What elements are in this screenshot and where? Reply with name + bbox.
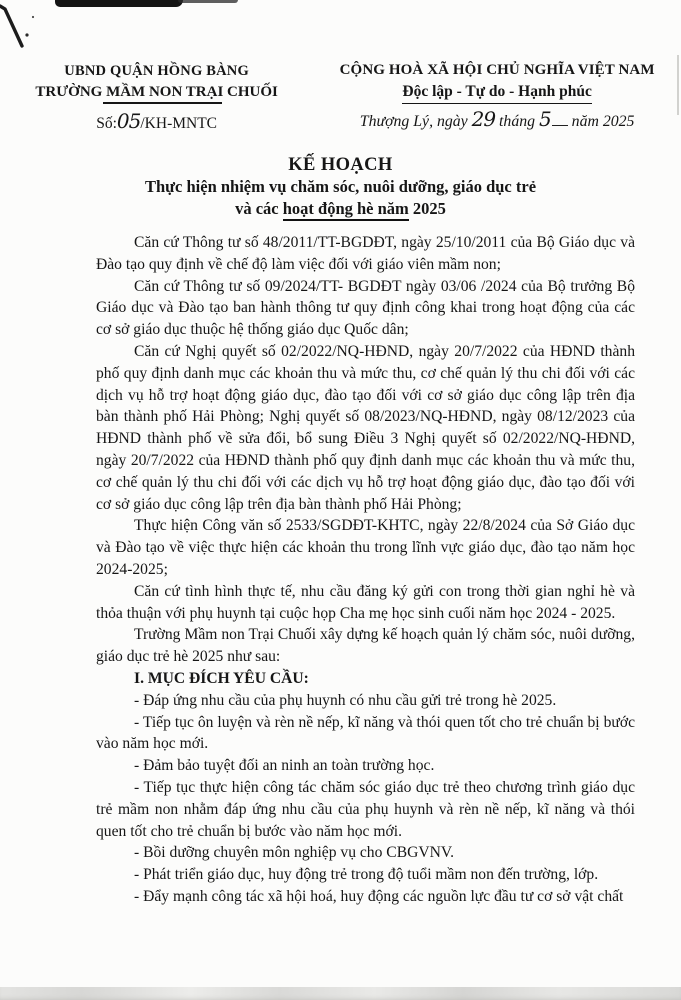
paragraph: - Đẩy mạnh công tác xã hội hoá, huy động các nguồn lực đầu tư cơ sở vật chất xyxy=(134,887,624,905)
date-month-handwritten: 5 xyxy=(538,107,551,131)
paragraph: Căn cứ Thông tư số 48/2011/TT-BGDĐT, ngày 25/10/2011 của Bộ Giáo dục và Đào tạo quy định về chế độ làm việc đối với giáo viên mầm non; xyxy=(96,234,635,273)
title-subtitle-line1: Thực hiện nhiệm vụ chăm sóc, nuôi dưỡng, giáo dục trẻ xyxy=(144,177,537,196)
title-line3-suffix: 2025 xyxy=(408,199,446,218)
section-heading: I. MỤC ĐÍCH YÊU CẦU: xyxy=(134,669,309,687)
date-suffix: năm 2025 xyxy=(571,113,635,130)
paragraph: Căn cứ tình hình thực tế, nhu cầu đăng ký gửi con trong thời gian nghỉ hè và thỏa thuận với phụ huynh tại cuộc họp Cha mẹ học sinh cuối năm học 2024 - 2025. xyxy=(96,582,635,622)
org-name: TRƯỜNG MẦM NON TRẠI CHUỐI xyxy=(0,82,313,103)
paragraph: - Bồi dưỡng chuyên môn nghiệp vụ cho CBGVNV. xyxy=(134,844,455,862)
scan-band-bottom xyxy=(0,987,681,1000)
paragraph: - Đảm bảo tuyệt đối an ninh an toàn trường học. xyxy=(134,757,435,775)
national-motto: Độc lập - Tự do - Hạnh phúc xyxy=(402,81,591,104)
document-header xyxy=(0,0,681,134)
place-date-line xyxy=(313,109,681,132)
document-number-handwritten: 05 xyxy=(116,109,141,133)
paragraph: Trường Mầm non Trại Chuối xây dựng kế hoạch quản lý chăm sóc, nuôi dưỡng, giáo dục trẻ hè 2025 như sau: xyxy=(96,626,635,666)
title-subtitle-line2 xyxy=(0,198,681,220)
scan-edge-line-right xyxy=(677,55,679,115)
national-header: CỘNG HOÀ XÃ HỘI CHỦ NGHĨA VIỆT NAM xyxy=(339,62,655,78)
national-motto-block xyxy=(313,60,681,134)
issuing-org-block xyxy=(0,60,313,134)
paragraph: Căn cứ Nghị quyết số 02/2022/NQ-HĐND, ngày 20/7/2022 của HĐND thành phố quy định danh mục các khoản thu và mức thu, cơ chế quản lý thu chi đối với các dịch vụ hỗ trợ hoạt động giáo dục, đào tạo đối với cơ sở giáo dục công lập trên địa bàn thành phố Hải Phòng; Nghị quyết số 08/2023/NQ-HĐND, ngày 08/12/2023 của HĐND thành phố về sửa đổi, bổ sung Điều 3 Nghị quyết số 02/2022/NQ-HĐND, ngày 20/7/2022 của HĐND thành phố quy định danh mục các khoản thu và mức thu, cơ chế quản lý thu chi đối với các dịch vụ hỗ trợ hoạt động giáo dục, đào tạo đối với cơ sở giáo dục công lập trên địa bàn thành phố Hải Phòng; xyxy=(96,342,635,513)
paragraph: Thực hiện Công văn số 2533/SGDĐT-KHTC, ngày 22/8/2024 của Sở Giáo dục và Đào tạo về việc thực hiện các khoản thu trong lĩnh vực giáo dục, đào tạo năm học 2024-2025; xyxy=(96,517,635,578)
org-parent-name: UBND QUẬN HỒNG BÀNG xyxy=(64,63,249,79)
document-title xyxy=(0,154,681,220)
date-prefix: Thượng Lý, ngày xyxy=(359,113,468,130)
scan-smudge-top xyxy=(55,0,183,7)
paragraph: - Đáp ứng nhu cầu của phụ huynh có nhu cầu gửi trẻ trong hè 2025. xyxy=(134,691,557,709)
scan-smudge-top-tail xyxy=(178,0,238,3)
paragraph: Căn cứ Thông tư số 09/2024/TT- BGDĐT ngày 03/06 /2024 của Bộ trưởng Bộ Giáo dục và Đào tạo ban hành thông tư quy định công khai trong hoạt động của các cơ sở giáo dục thuộc hệ thống giáo dục Quốc dân; xyxy=(96,277,635,339)
title-main: KẾ HOẠCH xyxy=(288,155,393,175)
paragraph: - Tiếp tục thực hiện công tác chăm sóc giáo dục trẻ theo chương trình giáo dục trẻ mầm non nhằm đáp ứng nhu cầu của phụ huynh và rèn nề nếp, kĩ năng và thói quen tốt cho trẻ chuẩn bị bước vào năm học mới. xyxy=(96,778,635,840)
paragraph: - Phát triển giáo dục, huy động trẻ trong độ tuổi mầm non đến trường, lớp. xyxy=(134,866,599,884)
document-body xyxy=(96,232,635,908)
date-middle: tháng xyxy=(499,113,536,130)
document-number xyxy=(0,111,313,134)
title-line3-underlined: hoạt động hè năm xyxy=(283,199,409,221)
document-number-prefix: Số: xyxy=(96,115,117,132)
date-day-handwritten: 29 xyxy=(471,107,496,131)
paragraph: - Tiếp tục ôn luyện và rèn nề nếp, kĩ năng và thói quen tốt cho trẻ chuẩn bị bước vào năm học mới. xyxy=(96,713,635,753)
pen-scribble-mark xyxy=(0,4,40,56)
title-line3-prefix: và các xyxy=(235,199,283,218)
month-blank-line xyxy=(552,112,568,126)
document-number-suffix: /KH-MNTC xyxy=(140,115,218,132)
